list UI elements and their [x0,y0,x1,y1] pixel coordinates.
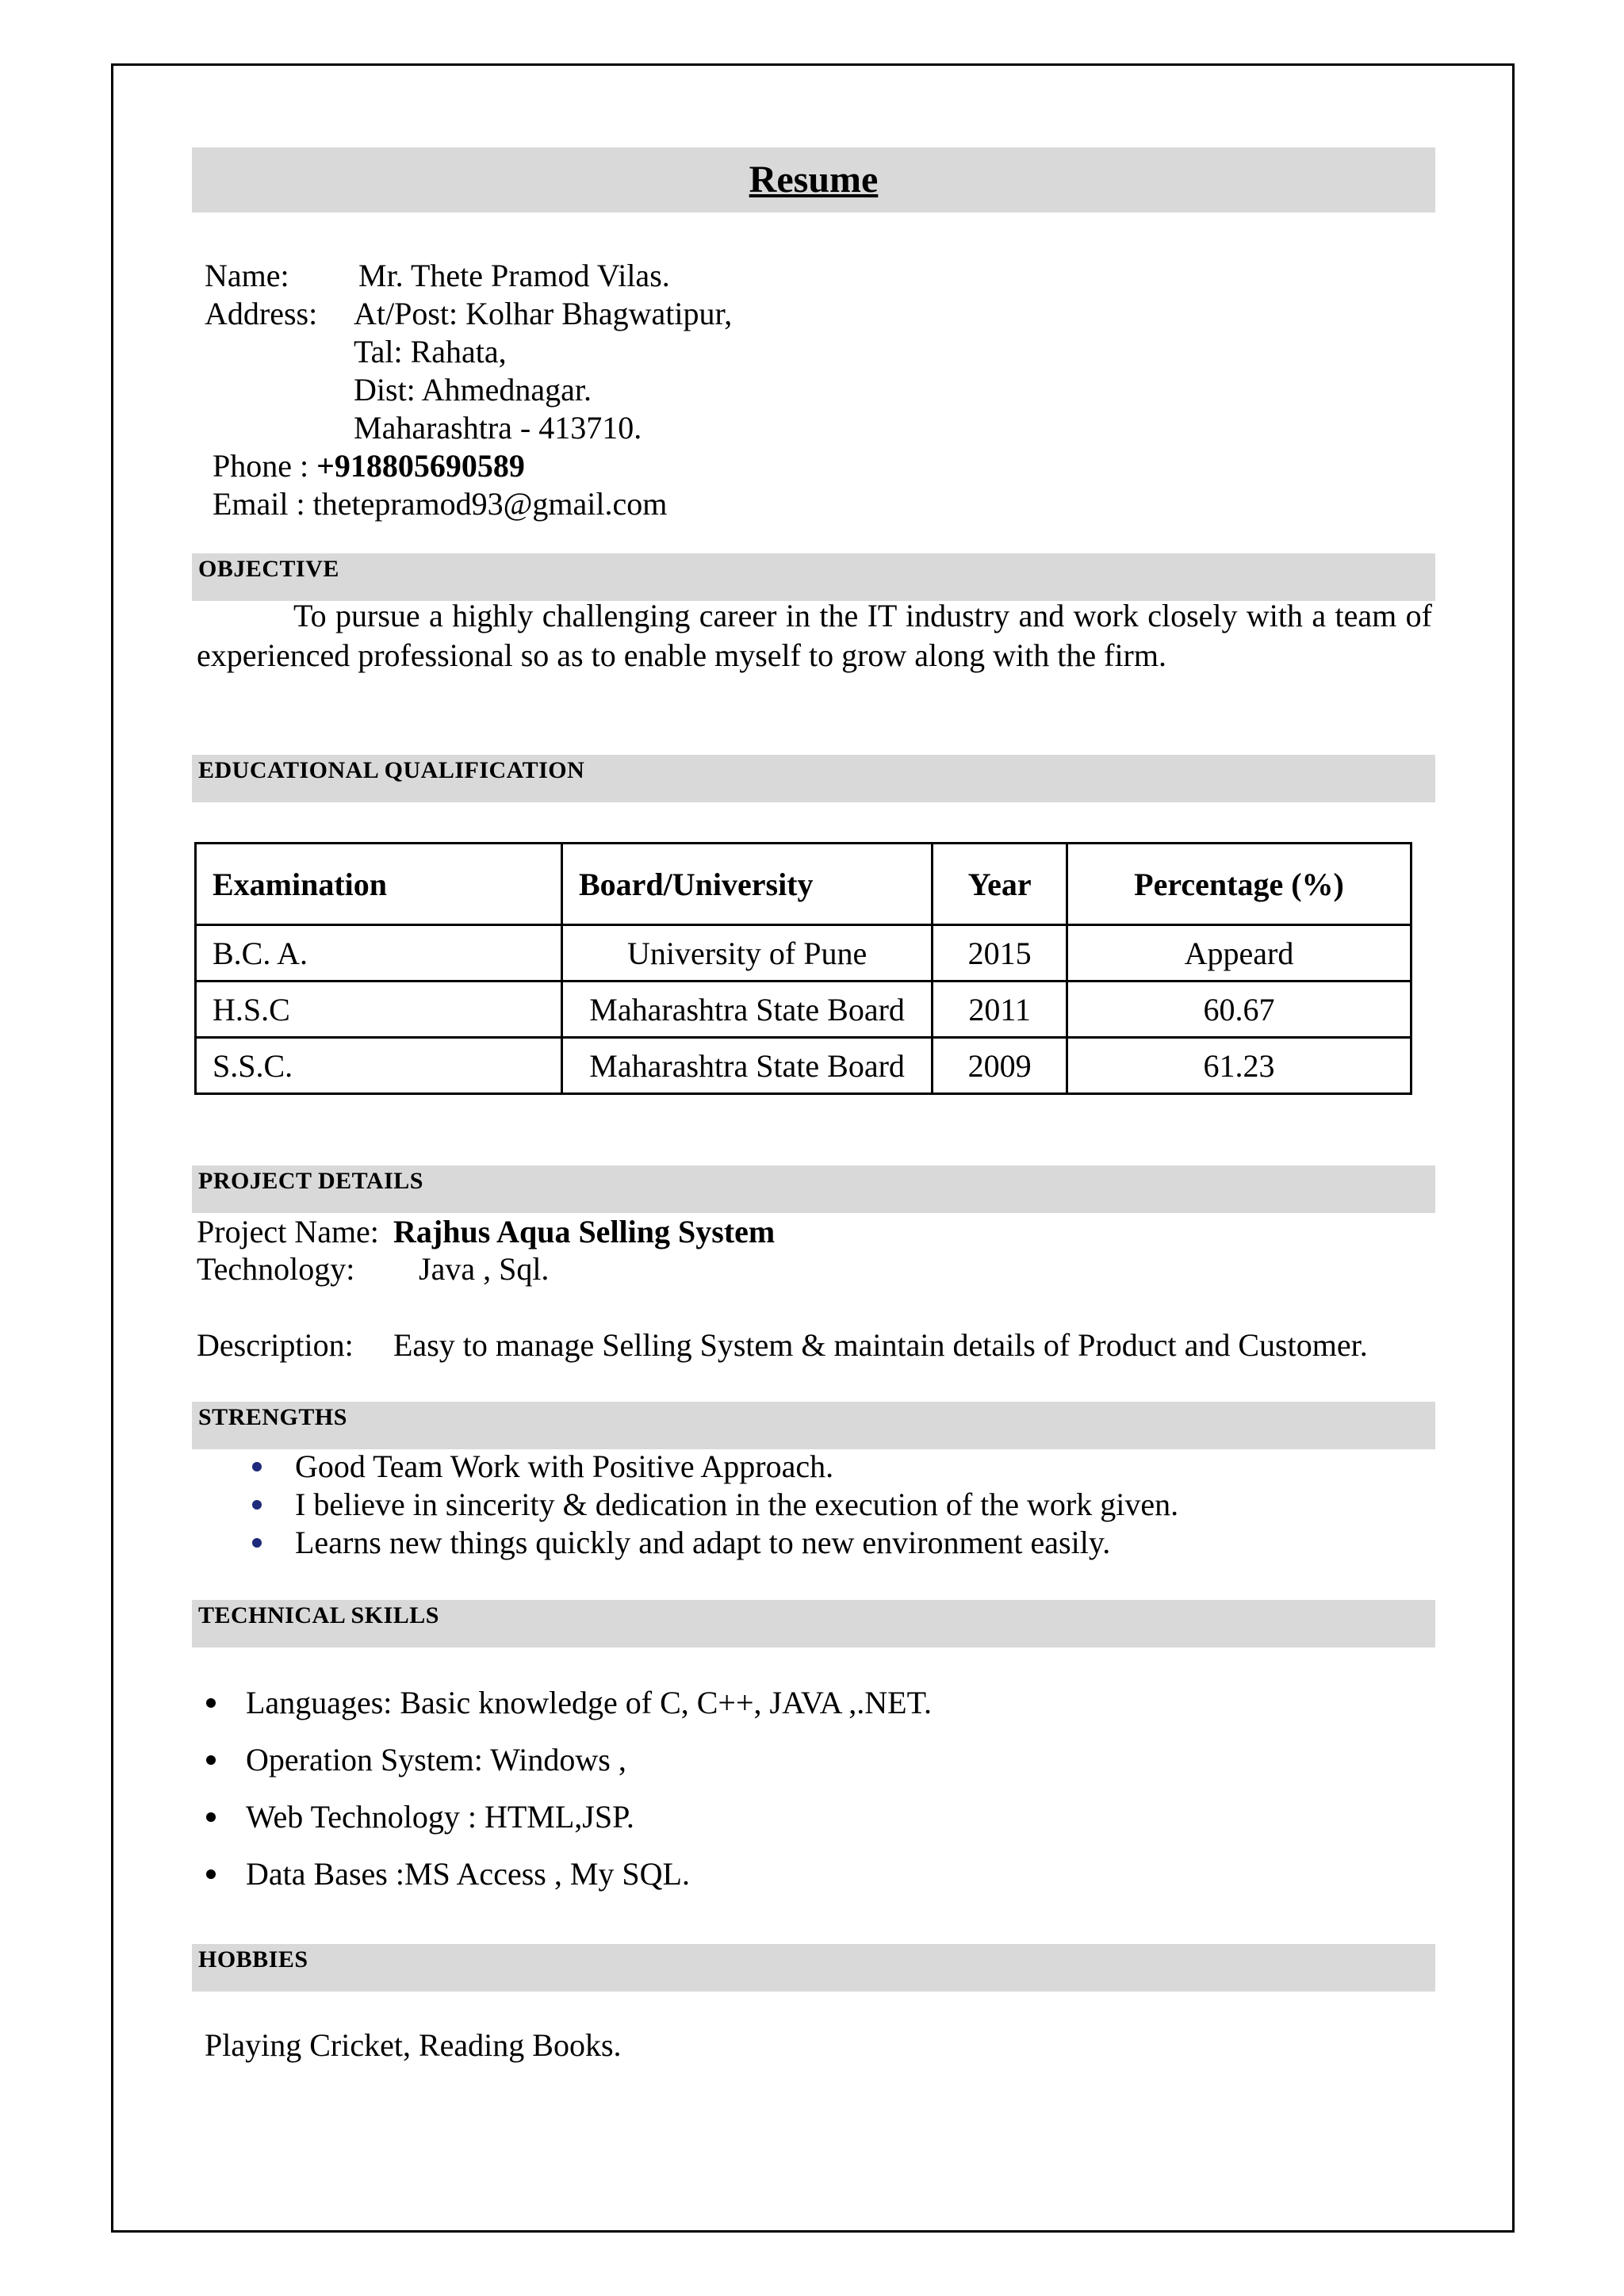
table-row [196,925,1411,982]
skills-list [246,1681,932,1909]
bullet-icon [252,1500,262,1510]
list-item [246,1738,932,1795]
list-item [246,1795,932,1852]
description-label: Description: [197,1327,354,1363]
table-header-row [196,844,1411,925]
hobbies-heading: HOBBIES [198,1946,308,1973]
education-table [194,842,1412,1095]
objective-text-block [197,596,1432,675]
skill-text: Web Technology : HTML,JSP. [246,1799,634,1835]
col-examination: Examination [196,844,562,925]
bullet-icon [206,1869,216,1879]
cell-percentage: 60.67 [1067,982,1411,1038]
list-item [246,1852,932,1909]
phone-row [213,447,525,485]
name-value: Mr. Thete Pramod Vilas. [358,258,670,293]
objective-heading: OBJECTIVE [198,556,339,582]
technology-value: Java , Sql. [419,1251,550,1287]
list-item [295,1524,1178,1562]
address-line-1: At/Post: Kolhar Bhagwatipur, [354,296,733,331]
cell-exam: H.S.C [196,982,562,1038]
address-line-3: Dist: Ahmednagar. [354,372,592,408]
email-row [213,485,667,523]
address-line-2: Tal: Rahata, [354,334,507,369]
name-label: Name: [205,258,289,293]
education-heading: EDUCATIONAL QUALIFICATION [198,757,585,783]
list-item [246,1681,932,1738]
cell-percentage: Appeard [1067,925,1411,982]
strengths-bar [192,1402,1435,1449]
skills-heading: TECHNICAL SKILLS [198,1602,439,1628]
strengths-list [295,1448,1178,1562]
cell-board: University of Pune [561,925,932,982]
bullet-icon [252,1462,262,1471]
skill-text: Languages: Basic knowledge of C, C++, JAVA ,.NET. [246,1685,933,1720]
hobbies-bar [192,1944,1435,1992]
cell-exam: S.S.C. [196,1038,562,1094]
project-name-value: Rajhus Aqua Selling System [393,1214,776,1249]
col-percentage: Percentage (%) [1067,844,1411,925]
technology-label: Technology: [197,1251,355,1287]
cell-year: 2011 [933,982,1067,1038]
cell-board: Maharashtra State Board [561,982,932,1038]
bullet-icon [206,1812,216,1822]
resume-title: Resume [749,159,879,201]
strength-text: I believe in sincerity & dedication in the execution of the work given. [295,1487,1179,1522]
phone-value: +918805690589 [316,448,525,484]
strength-text: Good Team Work with Positive Approach. [295,1448,834,1484]
skill-text: Data Bases :MS Access , My SQL. [246,1856,690,1892]
cell-year: 2015 [933,925,1067,982]
hobbies-text: Playing Cricket, Reading Books. [205,2027,622,2063]
email-label: Email : [213,486,313,522]
cell-board: Maharashtra State Board [561,1038,932,1094]
list-item [295,1448,1178,1486]
bullet-icon [252,1538,262,1548]
objective-text: To pursue a highly challenging career in the IT industry and work closely with a team of experienced professional so as to enable myself to grow along with the firm. [197,598,1432,673]
address-label: Address: [205,296,318,331]
strength-text: Learns new things quickly and adapt to new environment easily. [295,1525,1111,1560]
strengths-heading: STRENGTHS [198,1404,347,1430]
phone-label: Phone : [213,448,309,484]
list-item [295,1486,1178,1524]
col-year: Year [933,844,1067,925]
objective-bar [192,553,1435,601]
email-value: thetepramod93@gmail.com [312,486,668,522]
project-name-label: Project Name: [197,1214,379,1249]
address-line-4: Maharashtra - 413710. [354,410,642,446]
table-row [196,1038,1411,1094]
bullet-icon [206,1755,216,1765]
project-heading: PROJECT DETAILS [198,1168,423,1194]
col-board: Board/University [561,844,932,925]
cell-percentage: 61.23 [1067,1038,1411,1094]
resume-title-bar [192,147,1435,212]
table-row [196,982,1411,1038]
skill-text: Operation System: Windows , [246,1742,626,1777]
bullet-icon [206,1698,216,1708]
cell-year: 2009 [933,1038,1067,1094]
description-value: Easy to manage Selling System & maintain details of Product and Customer. [393,1327,1368,1363]
cell-exam: B.C. A. [196,925,562,982]
